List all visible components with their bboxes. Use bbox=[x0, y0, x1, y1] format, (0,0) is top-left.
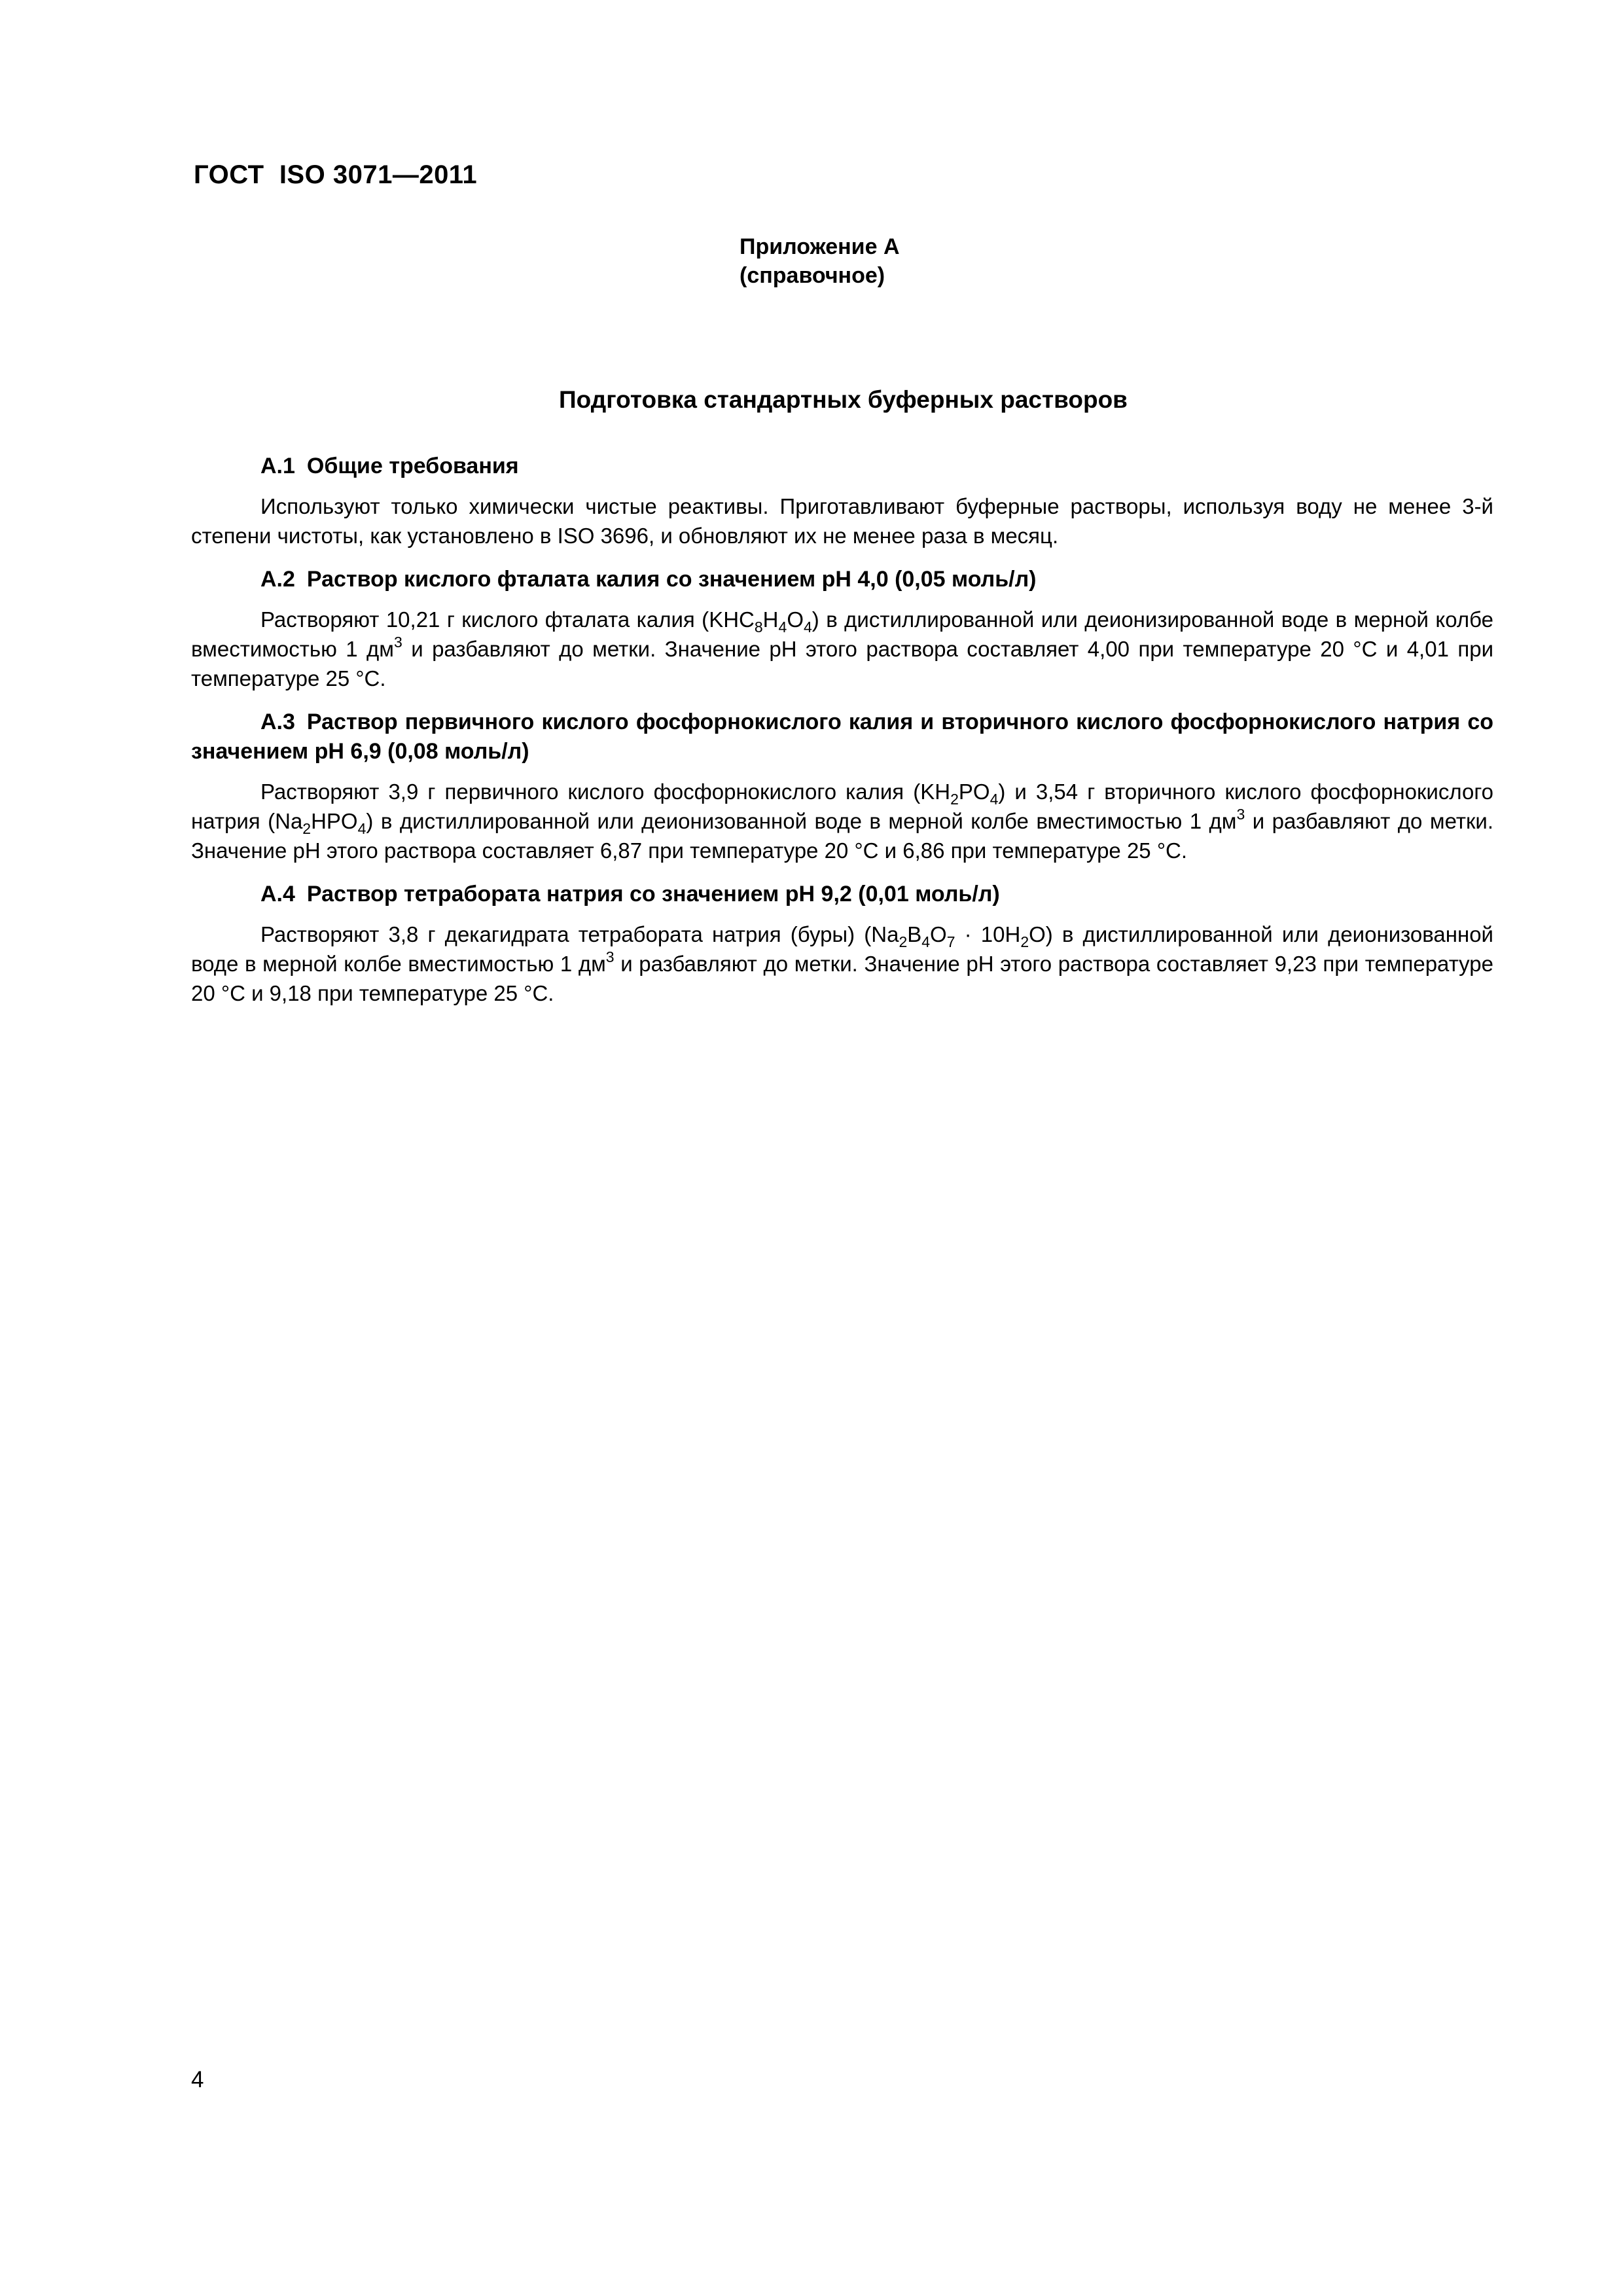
section-title: Раствор тетрабората натрия со значением pH 9,2 (0,01 моль/л) bbox=[306, 882, 1000, 906]
page-number: 4 bbox=[191, 2067, 204, 2092]
chemical-formula: $Na_2HPO_4$ bbox=[275, 809, 366, 837]
section-number: А.2 bbox=[260, 567, 295, 592]
appendix-heading bbox=[740, 232, 900, 290]
section-number: А.1 bbox=[260, 454, 295, 478]
section-paragraph-a4: Растворяют 3,8 г декагидрата тетрабората натрия (буры) $(Na_2B_4O_7 \cdot 10H_2O)$ в дистиллированной или деионизованной воде в мерной колбе вместимостью 1 $дм^3$ и разбавляют до метки. Значение pH этого раствора составляет 9,23 при температуре 20 °С и 9,18 при температуре 25 °С. bbox=[191, 922, 1494, 1005]
appendix-status: (справочное) bbox=[740, 263, 885, 288]
section-title: Раствор первичного кислого фосфорнокислого калия и вторичного кислого фосфорнокислого натрия со значением pH 6,9 (0,08 моль/л) bbox=[191, 709, 1493, 764]
section-heading-a4 bbox=[191, 880, 1493, 909]
section-title: Раствор кислого фталата калия со значением pH 4,0 (0,05 моль/л) bbox=[306, 567, 1037, 592]
section-number: А.4 bbox=[260, 882, 295, 906]
appendix-label: Приложение А bbox=[740, 234, 900, 259]
section-heading-a3 bbox=[191, 708, 1493, 766]
section-title: Общие требования bbox=[306, 454, 519, 478]
standard-code: ГОСТ ISO 3071—2011 bbox=[194, 160, 478, 189]
section-heading-a2 bbox=[191, 565, 1493, 594]
chemical-formula: $KHC_8H_4O_4$ bbox=[709, 607, 812, 636]
section-heading-a1 bbox=[191, 452, 1493, 481]
document-body bbox=[191, 452, 1493, 1022]
appendix-title: Подготовка стандартных буферных растворов bbox=[559, 386, 1128, 413]
chemical-formula: $Na_2B_4O_7 \cdot 10H_2O$ bbox=[871, 922, 1046, 950]
chemical-formula: $KH_2PO_4$ bbox=[920, 780, 999, 808]
section-paragraph-a3: Растворяют 3,9 г первичного кислого фосфорнокислого калия $(KH_2PO_4)$ и 3,54 г вторичного кислого фосфорнокислого натрия $(Na_2HPO_4)$ в дистиллированной или деионизованной воде в мерной колбе вместимостью 1 $дм^3$ и разбавляют до метки. Значение pH этого раствора составляет 6,87 при температуре 20 °С и 6,86 при температуре 25 °С. bbox=[191, 780, 1493, 863]
section-paragraph-a2: Растворяют 10,21 г кислого фталата калия $(KHC_8H_4O_4)$ в дистиллированной или деионизированной воде в мерной колбе вместимостью 1 $дм^3$ и разбавляют до метки. Значение pH этого раствора составляет 4,00 при температуре 20 °С и 4,01 при температуре 25 °С. bbox=[191, 607, 1493, 691]
section-number: А.3 bbox=[260, 709, 295, 734]
section-paragraph-a1: Используют только химически чистые реактивы. Приготавливают буферные растворы, используя воду не менее 3-й степени чистоты, как установлено в ISO 3696, и обновляют их не менее раза в месяц. bbox=[191, 494, 1493, 548]
